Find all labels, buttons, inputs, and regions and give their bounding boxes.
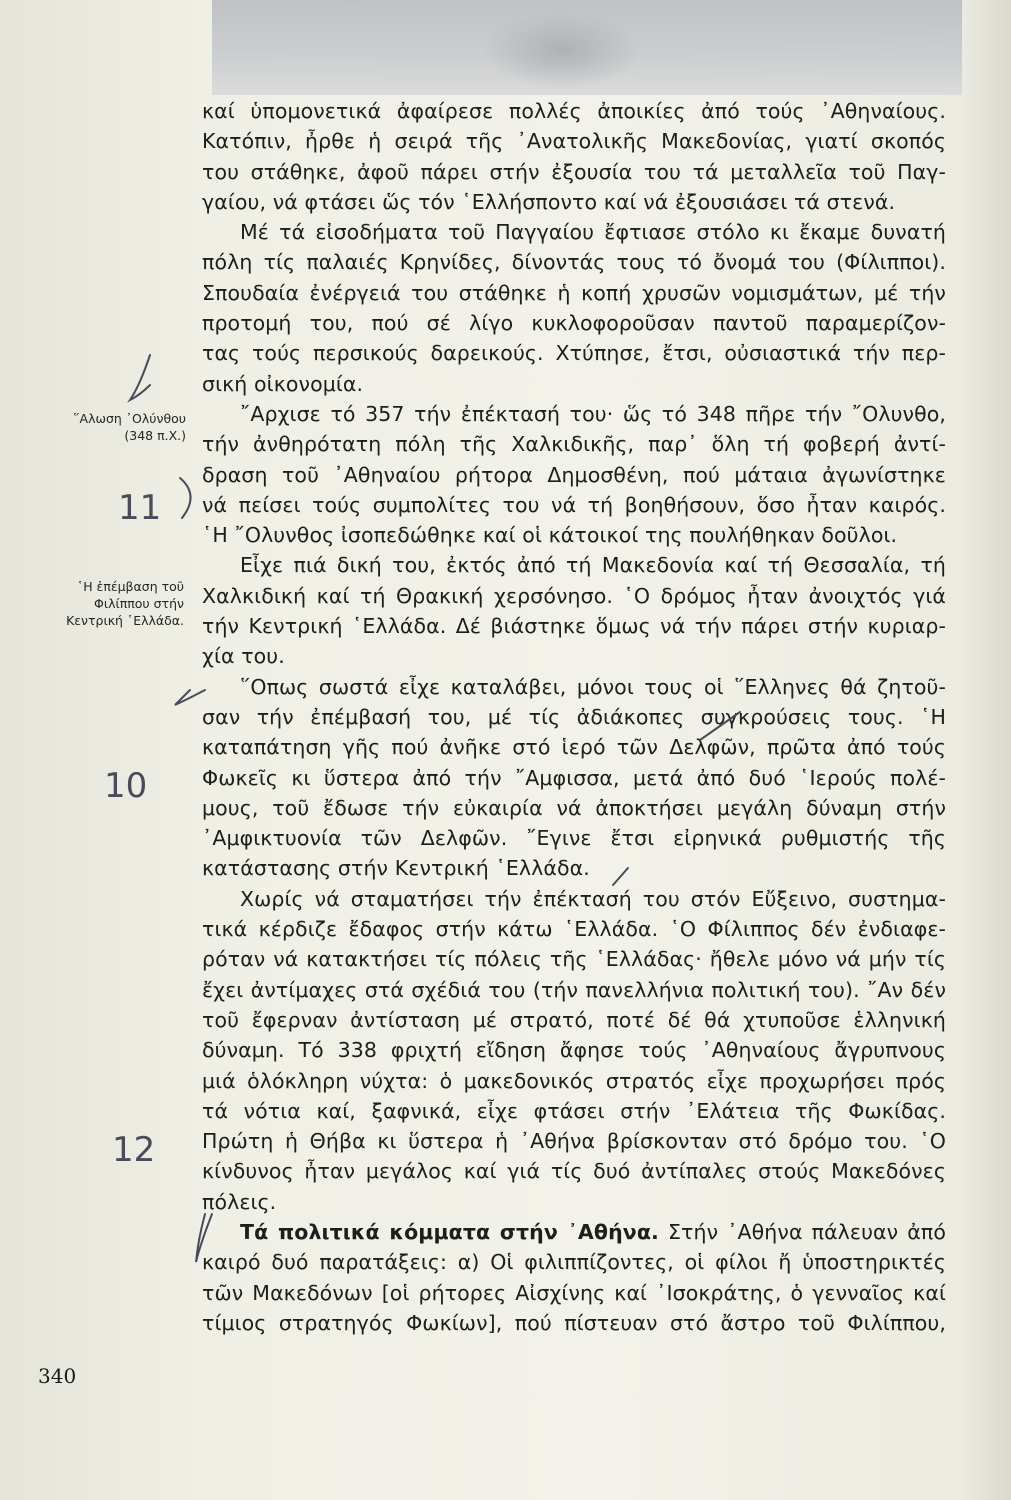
text-line: ᾿Αμφικτυονία τῶν Δελφῶν. ῎Εγινε ἔτσι εἰρηνικά ρυθμιστής τῆς — [202, 826, 946, 851]
text-line: τοῦ ἔφερναν ἀντίσταση μέ στρατό, ποτέ δέ θά χτυποῦσε ἑλληνική — [202, 1007, 946, 1032]
text-line: Φωκεῖς κι ὕστερα ἀπό τήν ῎Αμφισσα, μετά ἀπό δυό ῾Ιερούς πολέ- — [202, 765, 946, 790]
text-line: Πρώτη ἡ Θήβα κι ὕστερα ἡ ᾿Αθήνα βρίσκονταν στό δρόμο του. ῾Ο — [202, 1129, 946, 1154]
text-line: ῾Η ῎Ολυνθος ἰσοπεδώθηκε καί οἱ κάτοικοί της πουλήθηκαν δοῦλοι. — [202, 523, 898, 548]
text-line: τίμιος στρατηγός Φωκίων], πού πίστευαν στό ἄστρο τοῦ Φιλίππου, — [202, 1310, 946, 1335]
text-line: Χωρίς νά σταματήσει τήν ἐπέκτασή του στόν Εὔξεινο, συστημα- — [240, 886, 946, 911]
text-line: Μέ τά εἰσοδήματα τοῦ Παγγαίου ἔφτιασε στόλο κι ἔκαμε δυνατή — [240, 220, 946, 245]
text-line: καταπάτηση γῆς πού ἀνῆκε στό ἱερό τῶν Δελφῶν, πρῶτα ἀπό τούς — [202, 735, 946, 760]
text-line: προτομή του, πού σέ λίγο κυκλοφοροῦσαν παντοῦ παραμερίζον- — [202, 311, 946, 336]
margin-note-line: (348 π.Χ.) — [124, 428, 186, 443]
text-line: πόλεις. — [202, 1189, 277, 1214]
page-number: 340 — [38, 1364, 77, 1388]
section-heading: Τά πολιτικά κόμματα στήν ᾿Αθήνα. — [240, 1219, 659, 1244]
text-line: ἔχει ἀντίμαχες στά σχέδιά του (τήν πανελλήνια πολιτική του). ῎Αν δέν — [202, 977, 946, 1002]
pen-check-mark — [175, 690, 205, 705]
text-line: μους, τοῦ ἔδωσε τήν εὐκαιρία νά ἀποκτήσει μεγάλη δύναμη στήν — [202, 795, 946, 820]
pen-slash — [613, 868, 628, 885]
pen-check-mark — [130, 355, 150, 400]
text-line: κίνδυνος ἦταν μεγάλος καί γιά τίς δυό ἀντίπαλες στούς Μακεδόνες — [202, 1159, 946, 1184]
text-line: τήν ἀνθηρότατη πόλη τῆς Χαλκιδικῆς, παρ᾿ ὅλη τή φοβερή ἀντί- — [202, 432, 946, 457]
pen-number-mark: 10 — [104, 766, 148, 806]
section-heading-rest: Στήν ᾿Αθήνα πάλευαν ἀπό — [667, 1219, 946, 1244]
text-line: δραση τοῦ ᾿Αθηναίου ρήτορα Δημοσθένη, πού μάταια ἀγωνίστηκε — [202, 462, 946, 487]
text-line: νά πείσει τούς συμπολίτες του νά τή βοηθήσουν, ὅσο ἦταν καιρός. — [202, 492, 946, 517]
text-line: τά νότια καί, ξαφνικά, εἶχε φτάσει στήν ᾿Ελάτεια τῆς Φωκίδας. — [202, 1098, 946, 1123]
text-line: Χαλκιδική καί τή Θρακική χερσόνησο. ῾Ο δρόμος ἦταν ἀνοιχτός γιά — [202, 583, 946, 608]
pen-number-mark: 11 — [118, 488, 162, 528]
margin-note-line: ῾Η ἐπέμβαση τοῦ — [76, 579, 184, 594]
margin-note-line: Φιλίππου στήν — [94, 596, 184, 611]
text-line: ῞Οπως σωστά εἶχε καταλάβει, μόνοι τους οἱ ῞Ελληνες θά ζητοῦ- — [240, 674, 946, 699]
pen-check-mark — [196, 1214, 212, 1262]
text-line: τήν Κεντρική ῾Ελλάδα. Δέ βιάστηκε ὅμως νά τήν πάρει στήν κυριαρ- — [202, 614, 946, 639]
text-line: ρόταν νά κατακτήσει τίς πόλεις τῆς ῾Ελλάδας· ἤθελε μόνο νά μήν τίς — [202, 947, 946, 972]
text-line: μιά ὁλόκληρη νύχτα: ὁ μακεδονικός στρατός εἶχε προχωρήσει πρός — [202, 1068, 946, 1093]
text-line: καί ὑπομονετικά ἀφαίρεσε πολλές ἀποικίες ἀπό τούς ᾿Αθηναίους. — [202, 99, 946, 123]
text-line: τας τούς περσικούς δαρεικούς. Χτύπησε, ἔτσι, οὐσιαστικά τήν περ- — [202, 341, 946, 366]
text-line: σαν τήν ἐπέμβασή του, μέ τίς ἀδιάκοπες συγκρούσεις τους. ῾Η — [202, 704, 946, 729]
text-line: χία του. — [202, 644, 285, 669]
pen-bracket — [180, 478, 191, 518]
text-line: γαίου, νά φτάσει ὥς τόν ῾Ελλήσποντο καί νά ἐξουσιάσει τά στενά. — [202, 189, 896, 214]
text-line: σική οἰκονομία. — [202, 371, 364, 396]
text-line: δύναμη. Τό 338 φριχτή εἴδηση ἄφησε τούς ᾿Αθηναίους ἄγρυπνους — [202, 1038, 946, 1063]
text-line: ῎Αρχισε τό 357 τήν ἐπέκτασή του· ὥς τό 348 πῆρε τήν ῎Ολυνθο, — [240, 401, 946, 426]
text-line: τικά κέρδιζε ἔδαφος στήν κάτω ῾Ελλάδα. ῾Ο Φίλιππος δέν ἐνδιαφε- — [202, 917, 946, 942]
margin-note-line: ῞Αλωση ᾿Ολύνθου — [73, 411, 186, 426]
text-line: Σπουδαία ἐνέργειά του στάθηκε ἡ κοπή χρυσῶν νομισμάτων, μέ τήν — [202, 280, 946, 305]
text-line: Εἶχε πιά δική του, ἐκτός ἀπό τή Μακεδονία καί τή Θεσσαλία, τή — [240, 553, 946, 578]
text-line: καιρό δυό παρατάξεις: α) Οἱ φιλιππίζοντες, οἱ φίλοι ἤ ὑποστηρικτές — [202, 1250, 946, 1275]
text-line: του στάθηκε, ἀφοῦ πάρει στήν ἐξουσία του τά μεταλλεῖα τοῦ Παγ- — [202, 159, 946, 184]
text-line: Κατόπιν, ἦρθε ἡ σειρά τῆς ᾿Ανατολικῆς Μακεδονίας, γιατί σκοπός — [202, 129, 946, 154]
text-line: κατάστασης στήν Κεντρική ῾Ελλάδα. — [202, 856, 590, 881]
text-line: τῶν Μακεδόνων [οἱ ρήτορες Αἰσχίνης καί ᾿Ισοκράτης, ὁ γενναῖος καί — [202, 1280, 946, 1305]
margin-note-line: Κεντρική ῾Ελλάδα. — [66, 613, 184, 628]
pen-slash — [700, 712, 740, 740]
pen-number-mark: 12 — [112, 1130, 156, 1170]
text-line: πόλη τίς παλαιές Κρηνίδες, δίνοντάς τους τό ὄνομά του (Φίλιπποι). — [202, 250, 946, 275]
